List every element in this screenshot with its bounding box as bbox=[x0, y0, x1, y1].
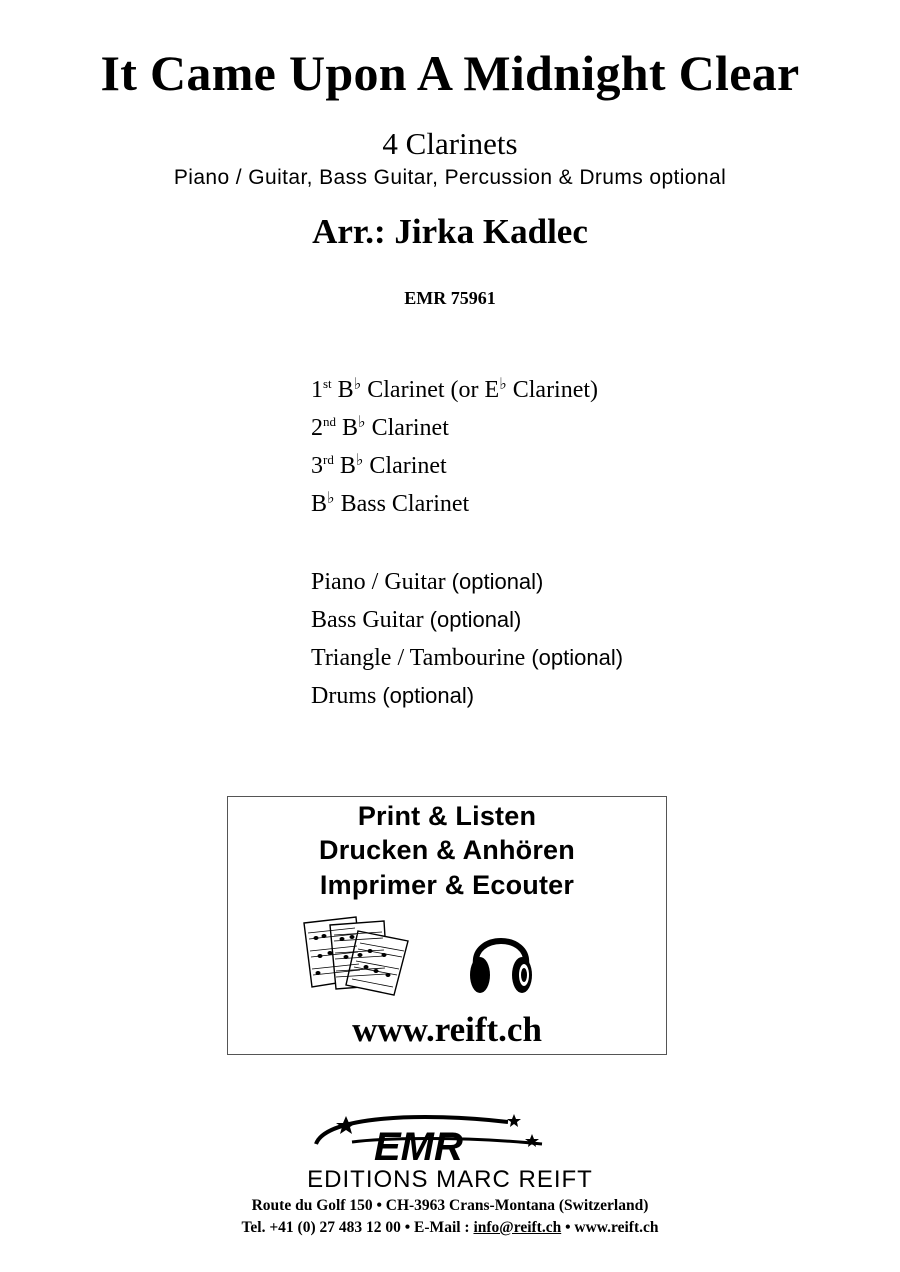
telephone-text: Tel. +41 (0) 27 483 12 00 • E-Mail : bbox=[241, 1219, 474, 1236]
email-link[interactable]: info@reift.ch bbox=[473, 1219, 562, 1236]
part-ordinal: 3 bbox=[311, 453, 323, 479]
part-name-end: Clarinet) bbox=[512, 377, 599, 403]
part-name: Triangle / Tambourine bbox=[311, 645, 526, 671]
logo-text: EMR bbox=[374, 1125, 463, 1168]
headphones-icon bbox=[466, 919, 536, 999]
optional-note: (optional) bbox=[451, 569, 544, 594]
part-key: B bbox=[337, 377, 354, 403]
publisher-name: EDITIONS MARC REIFT bbox=[307, 1166, 593, 1193]
flat-symbol: ♭ bbox=[358, 414, 366, 431]
part-ordinal: 1 bbox=[311, 377, 323, 403]
part-bass-clarinet bbox=[311, 489, 469, 519]
flat-symbol: ♭ bbox=[355, 452, 364, 469]
part-key: B bbox=[339, 453, 356, 479]
flat-symbol: ♭ bbox=[353, 376, 362, 393]
part-3rd-clarinet bbox=[311, 451, 447, 481]
optional-instruments-line: Piano / Guitar, Bass Guitar, Percussion & Drums optional bbox=[173, 166, 727, 189]
part-name: Bass Clarinet bbox=[340, 491, 470, 517]
promo-line-en: Print & Listen bbox=[357, 801, 537, 831]
catalog-number: EMR 75961 bbox=[404, 288, 496, 308]
optional-note: (optional) bbox=[382, 683, 475, 708]
emr-logo bbox=[312, 1110, 552, 1168]
flat-symbol: ♭ bbox=[327, 490, 335, 507]
part-ordinal-suffix: rd bbox=[323, 452, 334, 467]
flat-symbol: ♭ bbox=[499, 376, 507, 393]
sheet-music-icon bbox=[300, 915, 412, 997]
page-title: It Came Upon A Midnight Clear bbox=[100, 45, 800, 101]
part-drums bbox=[311, 681, 474, 711]
part-2nd-clarinet bbox=[311, 413, 449, 443]
part-triangle-tambourine bbox=[311, 643, 623, 673]
arranger: Arr.: Jirka Kadlec bbox=[312, 212, 588, 251]
promo-website-link[interactable]: www.reift.ch bbox=[352, 1010, 542, 1049]
part-1st-clarinet bbox=[311, 375, 598, 405]
part-name: Piano / Guitar bbox=[311, 569, 446, 595]
publisher-contact bbox=[0, 1219, 900, 1237]
website-link[interactable]: • www.reift.ch bbox=[561, 1219, 659, 1236]
part-name: Drums bbox=[311, 683, 377, 709]
part-piano-guitar bbox=[311, 567, 543, 597]
part-ordinal: 2 bbox=[311, 415, 323, 441]
print-listen-box bbox=[227, 796, 667, 1055]
part-name: Bass Guitar bbox=[311, 607, 424, 633]
promo-line-de: Drucken & Anhören bbox=[319, 835, 575, 865]
part-ordinal-suffix: nd bbox=[323, 414, 336, 429]
part-name: Clarinet (or E bbox=[367, 377, 500, 403]
publisher-address: Route du Golf 150 • CH-3963 Crans-Montana (Switzerland) bbox=[251, 1197, 649, 1214]
part-key: B bbox=[311, 491, 328, 517]
promo-line-fr: Imprimer & Ecouter bbox=[319, 870, 575, 900]
optional-note: (optional) bbox=[531, 645, 624, 670]
optional-note: (optional) bbox=[429, 607, 522, 632]
part-name: Clarinet bbox=[371, 415, 449, 441]
part-name: Clarinet bbox=[369, 453, 447, 479]
part-ordinal-suffix: st bbox=[323, 376, 332, 391]
subtitle: 4 Clarinets bbox=[382, 126, 518, 161]
part-key: B bbox=[342, 415, 359, 441]
part-bass-guitar bbox=[311, 605, 521, 635]
